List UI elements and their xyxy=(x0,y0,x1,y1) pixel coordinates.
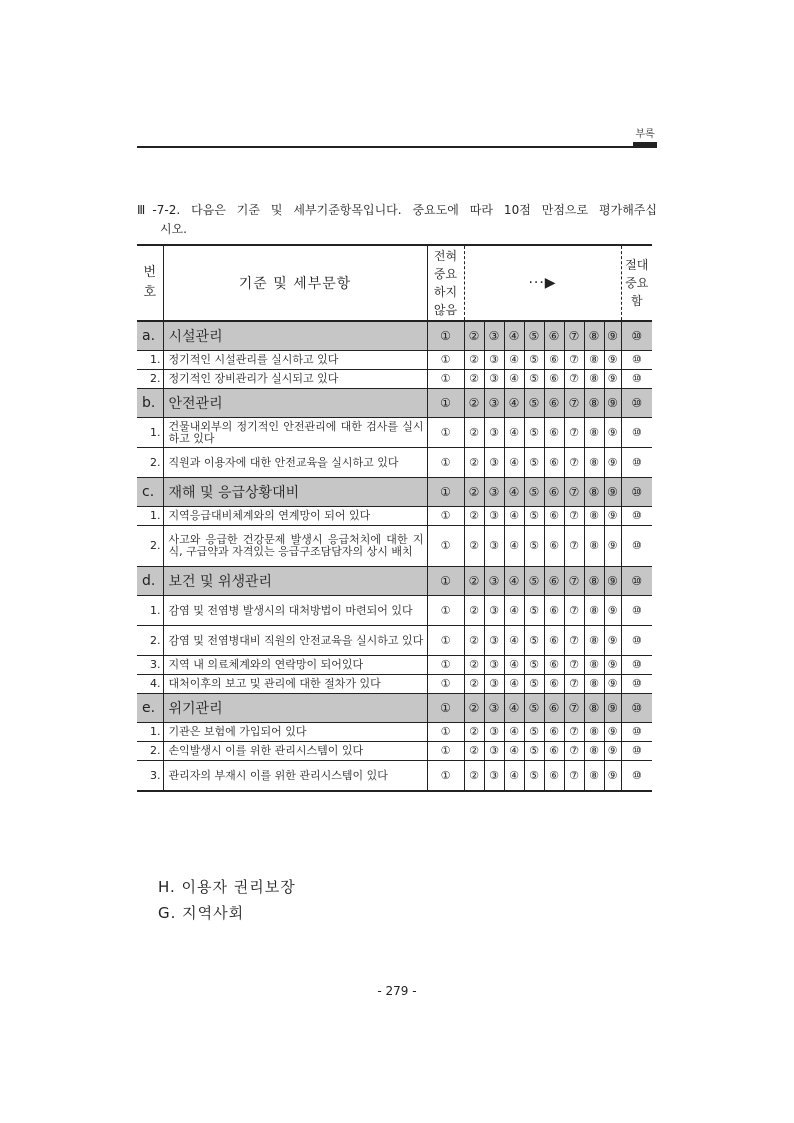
score-option-7[interactable]: ⑦ xyxy=(564,321,584,351)
score-option-3[interactable]: ③ xyxy=(484,694,504,723)
score-option-5[interactable]: ⑤ xyxy=(524,742,544,761)
score-option-4[interactable]: ④ xyxy=(504,507,524,526)
score-option-7[interactable]: ⑦ xyxy=(564,567,584,596)
section-row xyxy=(137,389,652,418)
score-option-2[interactable]: ② xyxy=(464,389,484,418)
score-option-8[interactable]: ⑧ xyxy=(584,389,604,418)
section-row xyxy=(137,321,652,351)
score-option-6[interactable]: ⑥ xyxy=(544,675,564,694)
score-option-10[interactable]: ⑩ xyxy=(621,656,652,675)
score-option-4[interactable]: ④ xyxy=(504,656,524,675)
table-row xyxy=(137,723,652,742)
item-number: 4. xyxy=(137,675,163,694)
score-option-7[interactable]: ⑦ xyxy=(564,389,584,418)
score-option-6[interactable]: ⑥ xyxy=(544,761,564,792)
score-option-6[interactable]: ⑥ xyxy=(544,742,564,761)
toc-item-g: G. 지역사회 xyxy=(158,904,245,922)
score-option-9[interactable]: ⑨ xyxy=(604,418,621,448)
score-option-6[interactable]: ⑥ xyxy=(544,389,564,418)
item-text: 지역 내 의료체계와의 연락망이 되어있다 xyxy=(163,656,427,675)
score-option-2[interactable]: ② xyxy=(464,321,484,351)
score-option-7[interactable]: ⑦ xyxy=(564,596,584,626)
score-option-7[interactable]: ⑦ xyxy=(564,478,584,507)
score-option-10[interactable]: ⑩ xyxy=(621,526,652,567)
item-number: 1. xyxy=(137,596,163,626)
score-option-5[interactable]: ⑤ xyxy=(524,694,544,723)
score-option-6[interactable]: ⑥ xyxy=(544,656,564,675)
score-option-5[interactable]: ⑤ xyxy=(524,526,544,567)
score-option-9[interactable]: ⑨ xyxy=(604,761,621,792)
score-option-9[interactable]: ⑨ xyxy=(604,351,621,370)
table-row xyxy=(137,742,652,761)
score-option-9[interactable]: ⑨ xyxy=(604,370,621,389)
table-row xyxy=(137,761,652,792)
section-code: d. xyxy=(137,567,163,596)
table-row xyxy=(137,656,652,675)
score-option-8[interactable]: ⑧ xyxy=(584,567,604,596)
question-text: Ⅲ-7-2. 다음은 기준 및 세부기준항목입니다. 중요도에 따라 10점 만점으로 평가해주십 xyxy=(137,203,657,217)
score-option-4[interactable]: ④ xyxy=(504,321,524,351)
table-row xyxy=(137,626,652,656)
score-option-10[interactable]: ⑩ xyxy=(621,351,652,370)
score-option-2[interactable]: ② xyxy=(464,507,484,526)
score-option-9[interactable]: ⑨ xyxy=(604,567,621,596)
score-option-4[interactable]: ④ xyxy=(504,567,524,596)
score-option-4[interactable]: ④ xyxy=(504,675,524,694)
score-option-8[interactable]: ⑧ xyxy=(584,478,604,507)
score-option-4[interactable]: ④ xyxy=(504,478,524,507)
score-option-6[interactable]: ⑥ xyxy=(544,567,564,596)
score-option-3[interactable]: ③ xyxy=(484,418,504,448)
item-number: 1. xyxy=(137,351,163,370)
score-option-6[interactable]: ⑥ xyxy=(544,370,564,389)
score-option-7[interactable]: ⑦ xyxy=(564,761,584,792)
score-option-3[interactable]: ③ xyxy=(484,321,504,351)
score-option-10[interactable]: ⑩ xyxy=(621,694,652,723)
page-number: - 279 - xyxy=(377,984,417,998)
score-option-1[interactable]: ① xyxy=(427,351,464,370)
score-option-2[interactable]: ② xyxy=(464,418,484,448)
item-number: 1. xyxy=(137,723,163,742)
score-option-10[interactable]: ⑩ xyxy=(621,596,652,626)
section-code: e. xyxy=(137,694,163,723)
score-option-10[interactable]: ⑩ xyxy=(621,675,652,694)
score-option-5[interactable]: ⑤ xyxy=(524,351,544,370)
score-option-1[interactable]: ① xyxy=(427,675,464,694)
score-option-4[interactable]: ④ xyxy=(504,626,524,656)
score-option-10[interactable]: ⑩ xyxy=(621,723,652,742)
score-option-7[interactable]: ⑦ xyxy=(564,448,584,478)
table-row xyxy=(137,526,652,567)
section-title: 안전관리 xyxy=(163,389,427,418)
score-option-8[interactable]: ⑧ xyxy=(584,526,604,567)
item-text: 건물내외부의 정기적인 안전관리에 대한 검사를 실시하고 있다 xyxy=(163,418,427,448)
number-column-header: 번호 xyxy=(137,245,163,321)
score-option-4[interactable]: ④ xyxy=(504,761,524,792)
score-option-7[interactable]: ⑦ xyxy=(564,418,584,448)
item-column-header: 기준 및 세부문항 xyxy=(163,245,427,321)
scale-arrow-header: ···▶ xyxy=(464,245,621,321)
item-number: 3. xyxy=(137,656,163,675)
score-option-9[interactable]: ⑨ xyxy=(604,321,621,351)
score-option-2[interactable]: ② xyxy=(464,596,484,626)
item-text: 지역응급대비체계와의 연계망이 되어 있다 xyxy=(163,507,427,526)
section-row xyxy=(137,567,652,596)
score-option-9[interactable]: ⑨ xyxy=(604,389,621,418)
score-option-2[interactable]: ② xyxy=(464,694,484,723)
score-option-8[interactable]: ⑧ xyxy=(584,675,604,694)
score-option-2[interactable]: ② xyxy=(464,567,484,596)
score-option-9[interactable]: ⑨ xyxy=(604,675,621,694)
score-option-7[interactable]: ⑦ xyxy=(564,351,584,370)
score-option-7[interactable]: ⑦ xyxy=(564,526,584,567)
score-option-4[interactable]: ④ xyxy=(504,389,524,418)
score-option-9[interactable]: ⑨ xyxy=(604,656,621,675)
item-text: 대처이후의 보고 및 관리에 대한 절차가 있다 xyxy=(163,675,427,694)
score-option-1[interactable]: ① xyxy=(427,526,464,567)
score-option-1[interactable]: ① xyxy=(427,370,464,389)
score-option-5[interactable]: ⑤ xyxy=(524,656,544,675)
score-option-6[interactable]: ⑥ xyxy=(544,478,564,507)
score-option-3[interactable]: ③ xyxy=(484,656,504,675)
score-option-7[interactable]: ⑦ xyxy=(564,656,584,675)
score-option-5[interactable]: ⑤ xyxy=(524,507,544,526)
item-text: 정기적인 시설관리를 실시하고 있다 xyxy=(163,351,427,370)
score-option-9[interactable]: ⑨ xyxy=(604,723,621,742)
score-option-1[interactable]: ① xyxy=(427,761,464,792)
score-option-4[interactable]: ④ xyxy=(504,351,524,370)
score-option-6[interactable]: ⑥ xyxy=(544,526,564,567)
score-option-9[interactable]: ⑨ xyxy=(604,596,621,626)
score-option-5[interactable]: ⑤ xyxy=(524,567,544,596)
score-option-4[interactable]: ④ xyxy=(504,370,524,389)
item-number: 1. xyxy=(137,507,163,526)
not-important-header: 전혀중요하지않음 xyxy=(427,245,464,321)
item-number: 2. xyxy=(137,526,163,567)
item-text: 감염 및 전염병 발생시의 대처방법이 마련되어 있다 xyxy=(163,596,427,626)
item-text: 관리자의 부재시 이를 위한 관리시스템이 있다 xyxy=(163,761,427,792)
score-option-2[interactable]: ② xyxy=(464,448,484,478)
score-option-6[interactable]: ⑥ xyxy=(544,694,564,723)
score-option-2[interactable]: ② xyxy=(464,723,484,742)
score-option-3[interactable]: ③ xyxy=(484,567,504,596)
score-option-8[interactable]: ⑧ xyxy=(584,418,604,448)
score-option-10[interactable]: ⑩ xyxy=(621,370,652,389)
score-option-10[interactable]: ⑩ xyxy=(621,567,652,596)
score-option-1[interactable]: ① xyxy=(427,742,464,761)
score-option-3[interactable]: ③ xyxy=(484,526,504,567)
section-title: 시설관리 xyxy=(163,321,427,351)
score-option-4[interactable]: ④ xyxy=(504,694,524,723)
score-option-5[interactable]: ⑤ xyxy=(524,478,544,507)
score-option-3[interactable]: ③ xyxy=(484,448,504,478)
score-option-9[interactable]: ⑨ xyxy=(604,742,621,761)
score-option-10[interactable]: ⑩ xyxy=(621,321,652,351)
score-option-8[interactable]: ⑧ xyxy=(584,761,604,792)
item-text: 손익발생시 이를 위한 관리시스템이 있다 xyxy=(163,742,427,761)
score-option-10[interactable]: ⑩ xyxy=(621,389,652,418)
score-option-5[interactable]: ⑤ xyxy=(524,448,544,478)
toc-item-h: H. 이용자 권리보장 xyxy=(158,878,296,896)
score-option-4[interactable]: ④ xyxy=(504,723,524,742)
score-option-5[interactable]: ⑤ xyxy=(524,626,544,656)
score-option-7[interactable]: ⑦ xyxy=(564,742,584,761)
score-option-9[interactable]: ⑨ xyxy=(604,526,621,567)
score-option-3[interactable]: ③ xyxy=(484,370,504,389)
score-option-2[interactable]: ② xyxy=(464,526,484,567)
score-option-6[interactable]: ⑥ xyxy=(544,418,564,448)
score-option-6[interactable]: ⑥ xyxy=(544,321,564,351)
score-option-4[interactable]: ④ xyxy=(504,448,524,478)
score-option-4[interactable]: ④ xyxy=(504,418,524,448)
score-option-1[interactable]: ① xyxy=(427,507,464,526)
score-option-10[interactable]: ⑩ xyxy=(621,626,652,656)
score-option-6[interactable]: ⑥ xyxy=(544,596,564,626)
score-option-3[interactable]: ③ xyxy=(484,675,504,694)
score-option-1[interactable]: ① xyxy=(427,723,464,742)
score-option-1[interactable]: ① xyxy=(427,694,464,723)
score-option-8[interactable]: ⑧ xyxy=(584,596,604,626)
score-option-8[interactable]: ⑧ xyxy=(584,723,604,742)
score-option-9[interactable]: ⑨ xyxy=(604,626,621,656)
item-number: 1. xyxy=(137,418,163,448)
score-option-5[interactable]: ⑤ xyxy=(524,723,544,742)
score-option-7[interactable]: ⑦ xyxy=(564,694,584,723)
item-number: 3. xyxy=(137,761,163,792)
score-option-6[interactable]: ⑥ xyxy=(544,723,564,742)
score-option-3[interactable]: ③ xyxy=(484,351,504,370)
score-option-8[interactable]: ⑧ xyxy=(584,370,604,389)
table-row xyxy=(137,675,652,694)
item-text: 직원과 이용자에 대한 안전교육을 실시하고 있다 xyxy=(163,448,427,478)
score-option-10[interactable]: ⑩ xyxy=(621,742,652,761)
score-option-10[interactable]: ⑩ xyxy=(621,478,652,507)
score-option-8[interactable]: ⑧ xyxy=(584,351,604,370)
score-option-6[interactable]: ⑥ xyxy=(544,507,564,526)
score-option-3[interactable]: ③ xyxy=(484,389,504,418)
score-option-8[interactable]: ⑧ xyxy=(584,507,604,526)
score-option-8[interactable]: ⑧ xyxy=(584,694,604,723)
score-option-10[interactable]: ⑩ xyxy=(621,448,652,478)
score-option-2[interactable]: ② xyxy=(464,478,484,507)
table-row xyxy=(137,448,652,478)
score-option-1[interactable]: ① xyxy=(427,596,464,626)
section-title: 재해 및 응급상황대비 xyxy=(163,478,427,507)
score-option-4[interactable]: ④ xyxy=(504,596,524,626)
question-text-continued: 시오. xyxy=(160,222,187,236)
appendix-tag: 부록 xyxy=(635,129,655,140)
score-option-8[interactable]: ⑧ xyxy=(584,742,604,761)
score-option-1[interactable]: ① xyxy=(427,656,464,675)
score-option-1[interactable]: ① xyxy=(427,389,464,418)
score-option-6[interactable]: ⑥ xyxy=(544,448,564,478)
score-option-8[interactable]: ⑧ xyxy=(584,448,604,478)
header-rule xyxy=(137,146,657,148)
score-option-7[interactable]: ⑦ xyxy=(564,507,584,526)
score-option-4[interactable]: ④ xyxy=(504,742,524,761)
score-option-8[interactable]: ⑧ xyxy=(584,656,604,675)
score-option-5[interactable]: ⑤ xyxy=(524,321,544,351)
table-row xyxy=(137,351,652,370)
score-option-3[interactable]: ③ xyxy=(484,626,504,656)
item-number: 2. xyxy=(137,448,163,478)
table-header-row xyxy=(137,245,652,321)
score-option-5[interactable]: ⑤ xyxy=(524,389,544,418)
section-code: a. xyxy=(137,321,163,351)
score-option-1[interactable]: ① xyxy=(427,567,464,596)
section-row xyxy=(137,694,652,723)
score-option-7[interactable]: ⑦ xyxy=(564,370,584,389)
score-option-4[interactable]: ④ xyxy=(504,526,524,567)
table-row xyxy=(137,370,652,389)
score-option-1[interactable]: ① xyxy=(427,321,464,351)
item-text: 감염 및 전염병대비 직원의 안전교육을 실시하고 있다 xyxy=(163,626,427,656)
score-option-9[interactable]: ⑨ xyxy=(604,507,621,526)
score-option-5[interactable]: ⑤ xyxy=(524,370,544,389)
score-option-5[interactable]: ⑤ xyxy=(524,675,544,694)
score-option-6[interactable]: ⑥ xyxy=(544,626,564,656)
score-option-3[interactable]: ③ xyxy=(484,742,504,761)
score-option-2[interactable]: ② xyxy=(464,351,484,370)
section-title: 위기관리 xyxy=(163,694,427,723)
section-code: b. xyxy=(137,389,163,418)
absolutely-important-header: 절대중요함 xyxy=(621,245,652,321)
score-option-9[interactable]: ⑨ xyxy=(604,448,621,478)
score-option-1[interactable]: ① xyxy=(427,478,464,507)
score-option-6[interactable]: ⑥ xyxy=(544,351,564,370)
section-title: 보건 및 위생관리 xyxy=(163,567,427,596)
score-option-3[interactable]: ③ xyxy=(484,761,504,792)
table-row xyxy=(137,418,652,448)
score-option-10[interactable]: ⑩ xyxy=(621,761,652,792)
rating-table xyxy=(137,244,652,792)
score-option-5[interactable]: ⑤ xyxy=(524,761,544,792)
table-row xyxy=(137,507,652,526)
score-option-8[interactable]: ⑧ xyxy=(584,321,604,351)
score-option-9[interactable]: ⑨ xyxy=(604,478,621,507)
table-row xyxy=(137,596,652,626)
item-number: 2. xyxy=(137,370,163,389)
score-option-3[interactable]: ③ xyxy=(484,507,504,526)
score-option-2[interactable]: ② xyxy=(464,370,484,389)
score-option-1[interactable]: ① xyxy=(427,418,464,448)
score-option-3[interactable]: ③ xyxy=(484,596,504,626)
item-text: 기관은 보험에 가입되어 있다 xyxy=(163,723,427,742)
score-option-2[interactable]: ② xyxy=(464,656,484,675)
score-option-9[interactable]: ⑨ xyxy=(604,694,621,723)
score-option-2[interactable]: ② xyxy=(464,761,484,792)
item-number: 2. xyxy=(137,626,163,656)
score-option-2[interactable]: ② xyxy=(464,626,484,656)
item-text: 정기적인 장비관리가 실시되고 있다 xyxy=(163,370,427,389)
section-row xyxy=(137,478,652,507)
item-text: 사고와 응급한 건강문제 발생시 응급처치에 대한 지식, 구급약과 자격있는 응급구조담담자의 상시 배치 xyxy=(163,526,427,567)
score-option-3[interactable]: ③ xyxy=(484,478,504,507)
score-option-1[interactable]: ① xyxy=(427,448,464,478)
score-option-1[interactable]: ① xyxy=(427,626,464,656)
score-option-7[interactable]: ⑦ xyxy=(564,675,584,694)
score-option-3[interactable]: ③ xyxy=(484,723,504,742)
score-option-2[interactable]: ② xyxy=(464,742,484,761)
score-option-7[interactable]: ⑦ xyxy=(564,723,584,742)
score-option-5[interactable]: ⑤ xyxy=(524,596,544,626)
score-option-5[interactable]: ⑤ xyxy=(524,418,544,448)
score-option-2[interactable]: ② xyxy=(464,675,484,694)
score-option-10[interactable]: ⑩ xyxy=(621,418,652,448)
score-option-7[interactable]: ⑦ xyxy=(564,626,584,656)
item-number: 2. xyxy=(137,742,163,761)
score-option-8[interactable]: ⑧ xyxy=(584,626,604,656)
score-option-10[interactable]: ⑩ xyxy=(621,507,652,526)
section-code: c. xyxy=(137,478,163,507)
